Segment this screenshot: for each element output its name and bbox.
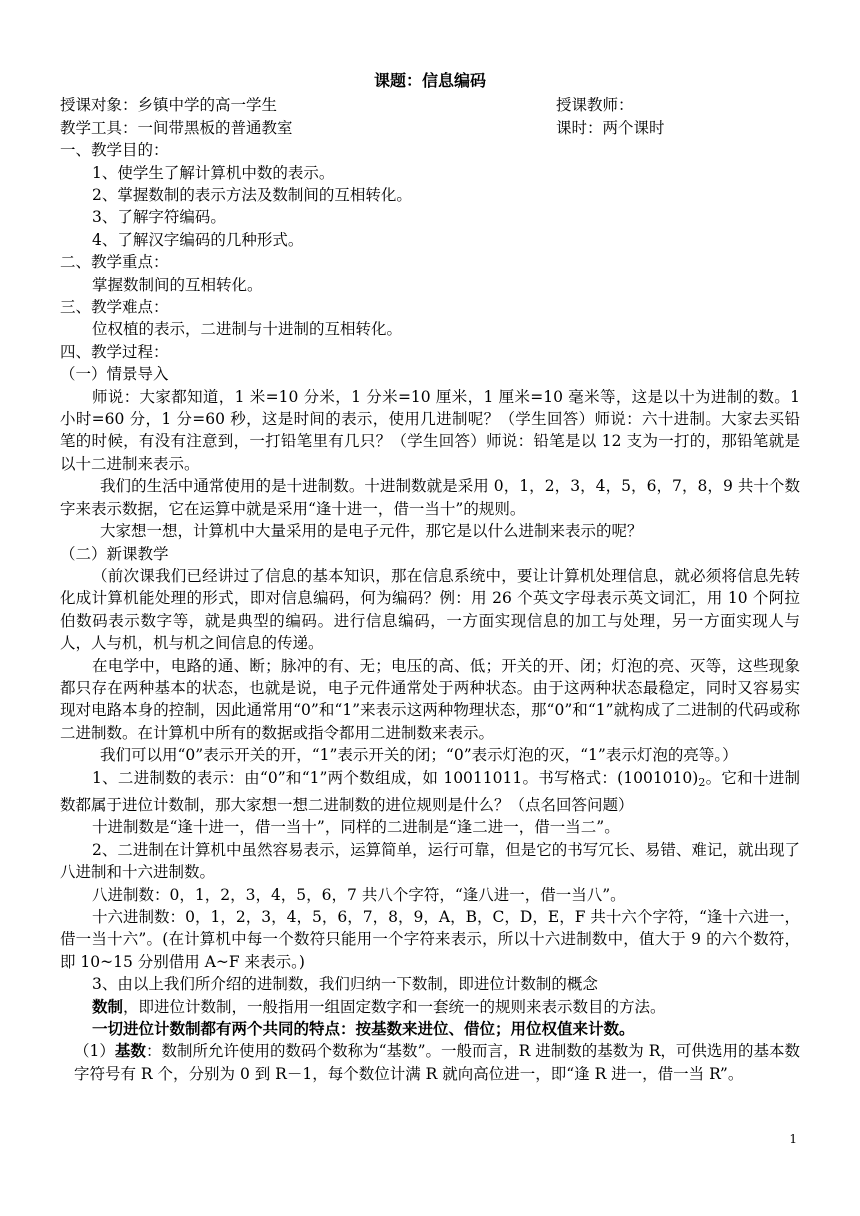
meta-row-2 (60, 117, 800, 139)
paragraph: （前次课我们已经讲过了信息的基本知识，那在信息系统中，要让计算机处理信息，就必须将信息先转化成计算机能处理的形式，即对信息编码，何为编码？例：用 26 个英文字母表示英文词汇，用 10 个阿拉伯数码表示数字等，就是典型的编码。进行信息编码，一方面实现信息的加工与处理，另一方面实现人与人，人与机，机与机之间信息的传递。 (60, 566, 800, 653)
paragraph: 我们的生活中通常使用的是十进制数。十进制数就是采用 0，1，2，3，4，5，6，7，8，9 共十个数字来表示数据，它在运算中就是采用“逢十进一，借一当十”的规则。 (60, 477, 800, 518)
subsection-heading-intro: （一）情景导入 (60, 365, 169, 384)
subsection-heading-new-lesson: （二）新课教学 (60, 544, 169, 563)
difficulties-text: 位权植的表示，二进制与十进制的互相转化。 (92, 320, 403, 339)
term-numeral-system: 数制 (92, 996, 124, 1016)
page-number: 1 (789, 1132, 797, 1146)
base-text: ：数制所允许使用的数码个数称为“基数”。一般而言，R 进制数的基数为 R，可供选用的基本数字符号有 R 个，分别为 0 到 R－1，每个数位计满 R 就向高位进一，即“逢 R 进一，借一当 R”。 (74, 1042, 800, 1083)
definition-text: ，即进位计数制，一般指用一组固定数字和一套统一的规则来表示数目的方法。 (123, 997, 666, 1016)
binary-text-b: 。它和十进制数都属于进位计数制，那大家想一想二进制数的进位规则是什么？（点名回答问题） (60, 768, 800, 814)
paragraph: 师说：大家都知道，1 米=10 分米，1 分米=10 厘米，1 厘米=10 毫米等，这是以十为进制的数。1 小时=60 分，1 分=60 秒，这是时间的表示，使用几进制呢？（学生回答）师说：六十进制。大家去买铅笔的时候，有没有注意到，一打铅笔里有几只？（学生回答）师说：铅笔是以 12 支为一打的，那铅笔就是以十二进制来表示。 (60, 387, 800, 473)
meta-tools: 教学工具：一间带黑板的普通教室 (60, 118, 293, 137)
paragraph-base (60, 1040, 800, 1085)
binary-subscript: 2 (698, 775, 706, 789)
page-title: 课题：信息编码 (373, 71, 486, 90)
key-points-text: 掌握数制间的互相转化。 (92, 275, 263, 294)
objective-item: 1、使学生了解计算机中数的表示。 (92, 163, 335, 182)
section-heading-difficulties: 三、教学难点： (60, 298, 169, 317)
paragraph: 八进制数：0，1，2，3，4，5，6，7 共八个字符，“逢八进一，借一当八”。 (92, 885, 626, 904)
paragraph: 2、二进制在计算机中虽然容易表示，运算简单，运行可靠，但是它的书写冗长、易错、难记，就出现了八进制和十六进制数。 (60, 840, 800, 882)
paragraph: 3、由以上我们所介绍的进制数，我们归纳一下数制，即进位计数制的概念 (92, 975, 598, 994)
section-heading-process: 四、教学过程： (60, 342, 169, 361)
objective-item: 4、了解汉字编码的几种形式。 (92, 230, 304, 249)
paragraph: 十进制数是“逢十进一，借一当十”，同样的二进制是“逢二进一，借一当二”。 (92, 818, 620, 837)
meta-hours: 课时：两个课时 (556, 118, 665, 137)
term-base: 基数 (114, 1041, 146, 1061)
section-heading-objectives: 一、教学目的： (60, 141, 169, 160)
paragraph: 在电学中，电路的通、断；脉冲的有、无；电压的高、低；开关的开、闭；灯泡的亮、灭等，这些现象都只存在两种基本的状态，也就是说，电子元件通常处于两种状态。由于这两种状态最稳定，同时又容易实现对电路本身的控制，因此通常用“0”和“1”来表示这两种物理状态，那“0”和“1”就构成了二进制的代码或称二进制数。在计算机中所有的数据或指令都用二进制数来表示。 (60, 656, 800, 742)
paragraph-definition (60, 996, 800, 1018)
paragraph: 大家想一想，计算机中大量采用的是电子元件，那它是以什么进制来表示的呢？ (100, 522, 643, 541)
binary-text-a: 1、二进制数的表示：由“0”和“1”两个数组成，如 10011011。书写格式：(1001010) (92, 768, 699, 787)
objective-item: 3、了解字符编码。 (92, 208, 226, 227)
paragraph: 十六进制数：0，1，2，3，4，5，6，7，8，9，A，B，C，D，E，F 共十六个字符，“逢十六进一，借一当十六”。(在计算机中每一个数符只能用一个字符来表示，所以十六进制数中，值大于 9 的六个数符，即 10~15 分别借用 A~F 来表示。) (60, 908, 800, 971)
paragraph-bold-statement: 一切进位计数制都有两个共同的特点：按基数来进位、借位；用位权值来计数。 (92, 1019, 635, 1039)
objective-item: 2、掌握数制的表示方法及数制间的互相转化。 (92, 186, 412, 204)
meta-row-1 (60, 94, 800, 116)
section-heading-key-points: 二、教学重点： (60, 253, 169, 272)
meta-teacher: 授课教师： (556, 96, 634, 115)
base-index: （1） (74, 1042, 115, 1061)
paragraph: 我们可以用“0”表示开关的开，“1”表示开关的闭；“0”表示灯泡的灭，“1”表示灯泡的亮等。） (100, 746, 738, 765)
document-body (60, 70, 800, 1085)
meta-object: 授课对象：乡镇中学的高一学生 (60, 96, 278, 115)
paragraph-binary (60, 767, 800, 817)
